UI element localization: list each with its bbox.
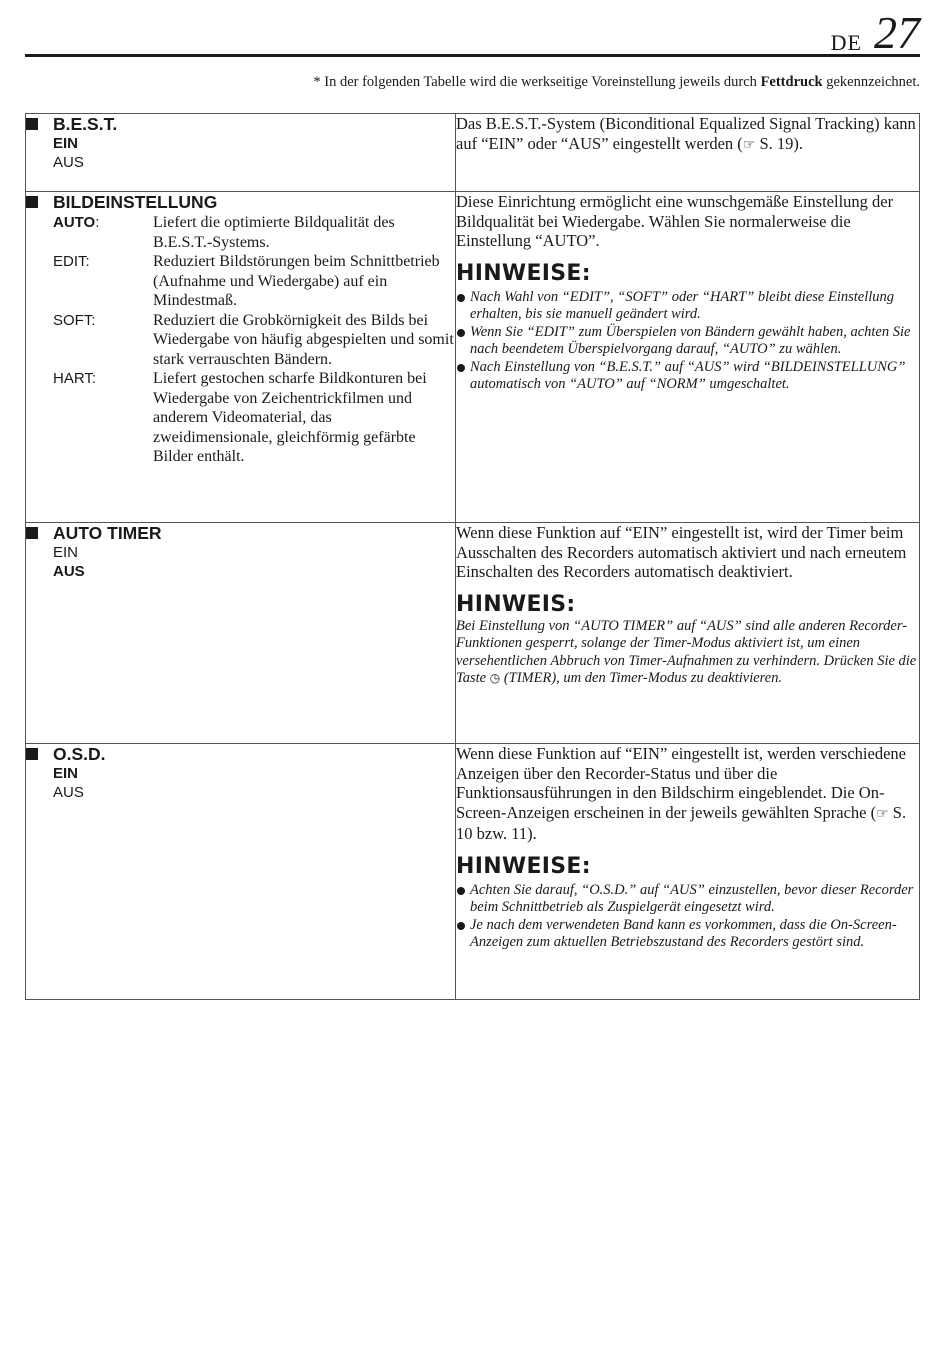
description: Diese Einrichtung ermöglicht eine wunschgemäße Einstellung der Bildqualität bei Wiedergabe. Wählen Sie normalerweise die Einstellung “AUTO”. bbox=[456, 192, 894, 250]
description: Wenn diese Funktion auf “EIN” eingestellt ist, wird der Timer beim Ausschalten des Recorders automatisch aktiviert und nach erneutem Einschalten des Recorders automatisch deaktiviert. bbox=[456, 523, 907, 581]
square-bullet-icon bbox=[26, 118, 38, 130]
page-number: 27 bbox=[874, 7, 920, 58]
setting-title: AUTO TIMER bbox=[26, 523, 455, 543]
option: EIN bbox=[53, 544, 79, 561]
setting-cell bbox=[26, 114, 456, 192]
square-bullet-icon bbox=[26, 748, 38, 760]
definition-key: HART: bbox=[53, 370, 97, 387]
settings-table bbox=[25, 113, 920, 1000]
definition-row bbox=[53, 311, 455, 370]
note-heading: HINWEIS: bbox=[456, 591, 576, 617]
list-item: Nach Wahl von “EDIT”, “SOFT” oder “HART” bleibt diese Einstellung erhalten, bis sie manuell geändert wird. bbox=[456, 289, 919, 324]
list-item: Je nach dem verwendeten Band kann es vorkommen, dass die On-Screen-Anzeigen zum aktuellen Betriebszustand des Recorders gestört sind. bbox=[456, 917, 919, 952]
square-bullet-icon bbox=[26, 196, 38, 208]
definition-text: Reduziert die Grobkörnigkeit des Bilds bei Wiedergabe von häufig abgespielten und somit stark verrauschten Bändern. bbox=[153, 311, 454, 368]
definition-text: Liefert die optimierte Bildqualität des B.E.S.T.-Systems. bbox=[153, 214, 395, 251]
option-list bbox=[26, 764, 455, 802]
setting-cell bbox=[26, 192, 456, 523]
notes-heading: HINWEISE: bbox=[456, 260, 591, 286]
hand-pointer-icon: ☞ bbox=[742, 136, 756, 153]
option-default: EIN bbox=[53, 135, 79, 152]
square-bullet-icon bbox=[26, 527, 38, 539]
setting-cell bbox=[26, 744, 456, 1000]
definition-row bbox=[53, 252, 455, 311]
setting-title: BILDEINSTELLUNG bbox=[26, 192, 455, 212]
description-cell bbox=[456, 114, 920, 192]
list-item: Wenn Sie “EDIT” zum Überspielen von Bändern gewählt haben, achten Sie nach beendetem Überspielvorgang darauf, “AUTO” zu wählen. bbox=[456, 324, 919, 359]
notes-list bbox=[456, 289, 919, 395]
setting-title: B.E.S.T. bbox=[26, 114, 455, 134]
hand-pointer-icon: ☞ bbox=[876, 805, 889, 822]
table-row bbox=[26, 523, 920, 744]
page-header bbox=[25, 7, 920, 58]
description: Wenn diese Funktion auf “EIN” eingestellt ist, werden verschiedene Anzeigen über den Recorder-Status und über die Funktionsausführungen in den Bildschirm eingeblendet. Die On-Screen-Anzeigen erscheinen in der jeweils gewählten Sprache (☞ S. 10 bzw. 11). bbox=[456, 744, 907, 843]
footnote: * In der folgenden Tabelle wird die werkseitige Voreinstellung jeweils durch Fettdruck gekennzeichnet. bbox=[313, 74, 920, 90]
definition-text: Liefert gestochen scharfe Bildkonturen bei Wiedergabe von Zeichentrickfilmen und anderem Videomaterial, das zweidimensionale, gleichförmig gefärbte Bilder enthält. bbox=[153, 370, 427, 465]
timer-clock-icon: ◷ bbox=[489, 671, 501, 686]
definition-key: EDIT: bbox=[53, 253, 90, 270]
option-list bbox=[26, 543, 455, 581]
footnote-bold: Fettdruck bbox=[760, 74, 823, 90]
option-default: EIN bbox=[53, 765, 79, 782]
option-list bbox=[26, 134, 455, 172]
setting-title: O.S.D. bbox=[26, 744, 455, 764]
note-text: Bei Einstellung von “AUTO TIMER” auf “AUS” sind alle anderen Recorder-Funktionen gesperrt, solange der Timer-Modus aktiviert ist, um einen versehentlichen Abbruch von Timer-Aufnahmen zu verhindern. Drücken Sie die Taste ◷ (TIMER), um den Timer-Modus zu deaktivieren. bbox=[456, 617, 917, 687]
list-item: Nach Einstellung von “B.E.S.T.” auf “AUS” wird “BILDEINSTELLUNG” automatisch von “AUTO” auf “NORM” umgeschaltet. bbox=[456, 359, 919, 394]
notes-list bbox=[456, 882, 919, 952]
description-cell bbox=[456, 744, 920, 1000]
description: Das B.E.S.T.-System (Biconditional Equalized Signal Tracking) kann auf “EIN” oder “AUS” eingestellt werden (☞ S. 19). bbox=[456, 114, 919, 155]
notes-heading: HINWEISE: bbox=[456, 853, 591, 879]
definition-row bbox=[53, 213, 455, 252]
definition-key: SOFT: bbox=[53, 311, 96, 329]
table-row bbox=[26, 744, 920, 1000]
language-code: DE bbox=[830, 30, 862, 55]
option-default: AUS bbox=[53, 563, 85, 580]
definition-key: AUTO: bbox=[53, 214, 100, 231]
list-item: Achten Sie darauf, “O.S.D.” auf “AUS” einzustellen, bevor dieser Recorder beim Schnittbetrieb als Zuspielgerät eingesetzt wird. bbox=[456, 882, 919, 917]
definition-list bbox=[26, 213, 455, 467]
table-row bbox=[26, 114, 920, 192]
definition-row bbox=[53, 369, 455, 467]
option: AUS bbox=[53, 154, 84, 171]
description-cell bbox=[456, 192, 920, 523]
definition-text: Reduziert Bildstörungen beim Schnittbetrieb (Aufnahme und Wiedergabe) auf ein Mindestmaß. bbox=[153, 253, 440, 309]
description-cell bbox=[456, 523, 920, 744]
table-row bbox=[26, 192, 920, 523]
setting-cell bbox=[26, 523, 456, 744]
option: AUS bbox=[53, 784, 84, 801]
